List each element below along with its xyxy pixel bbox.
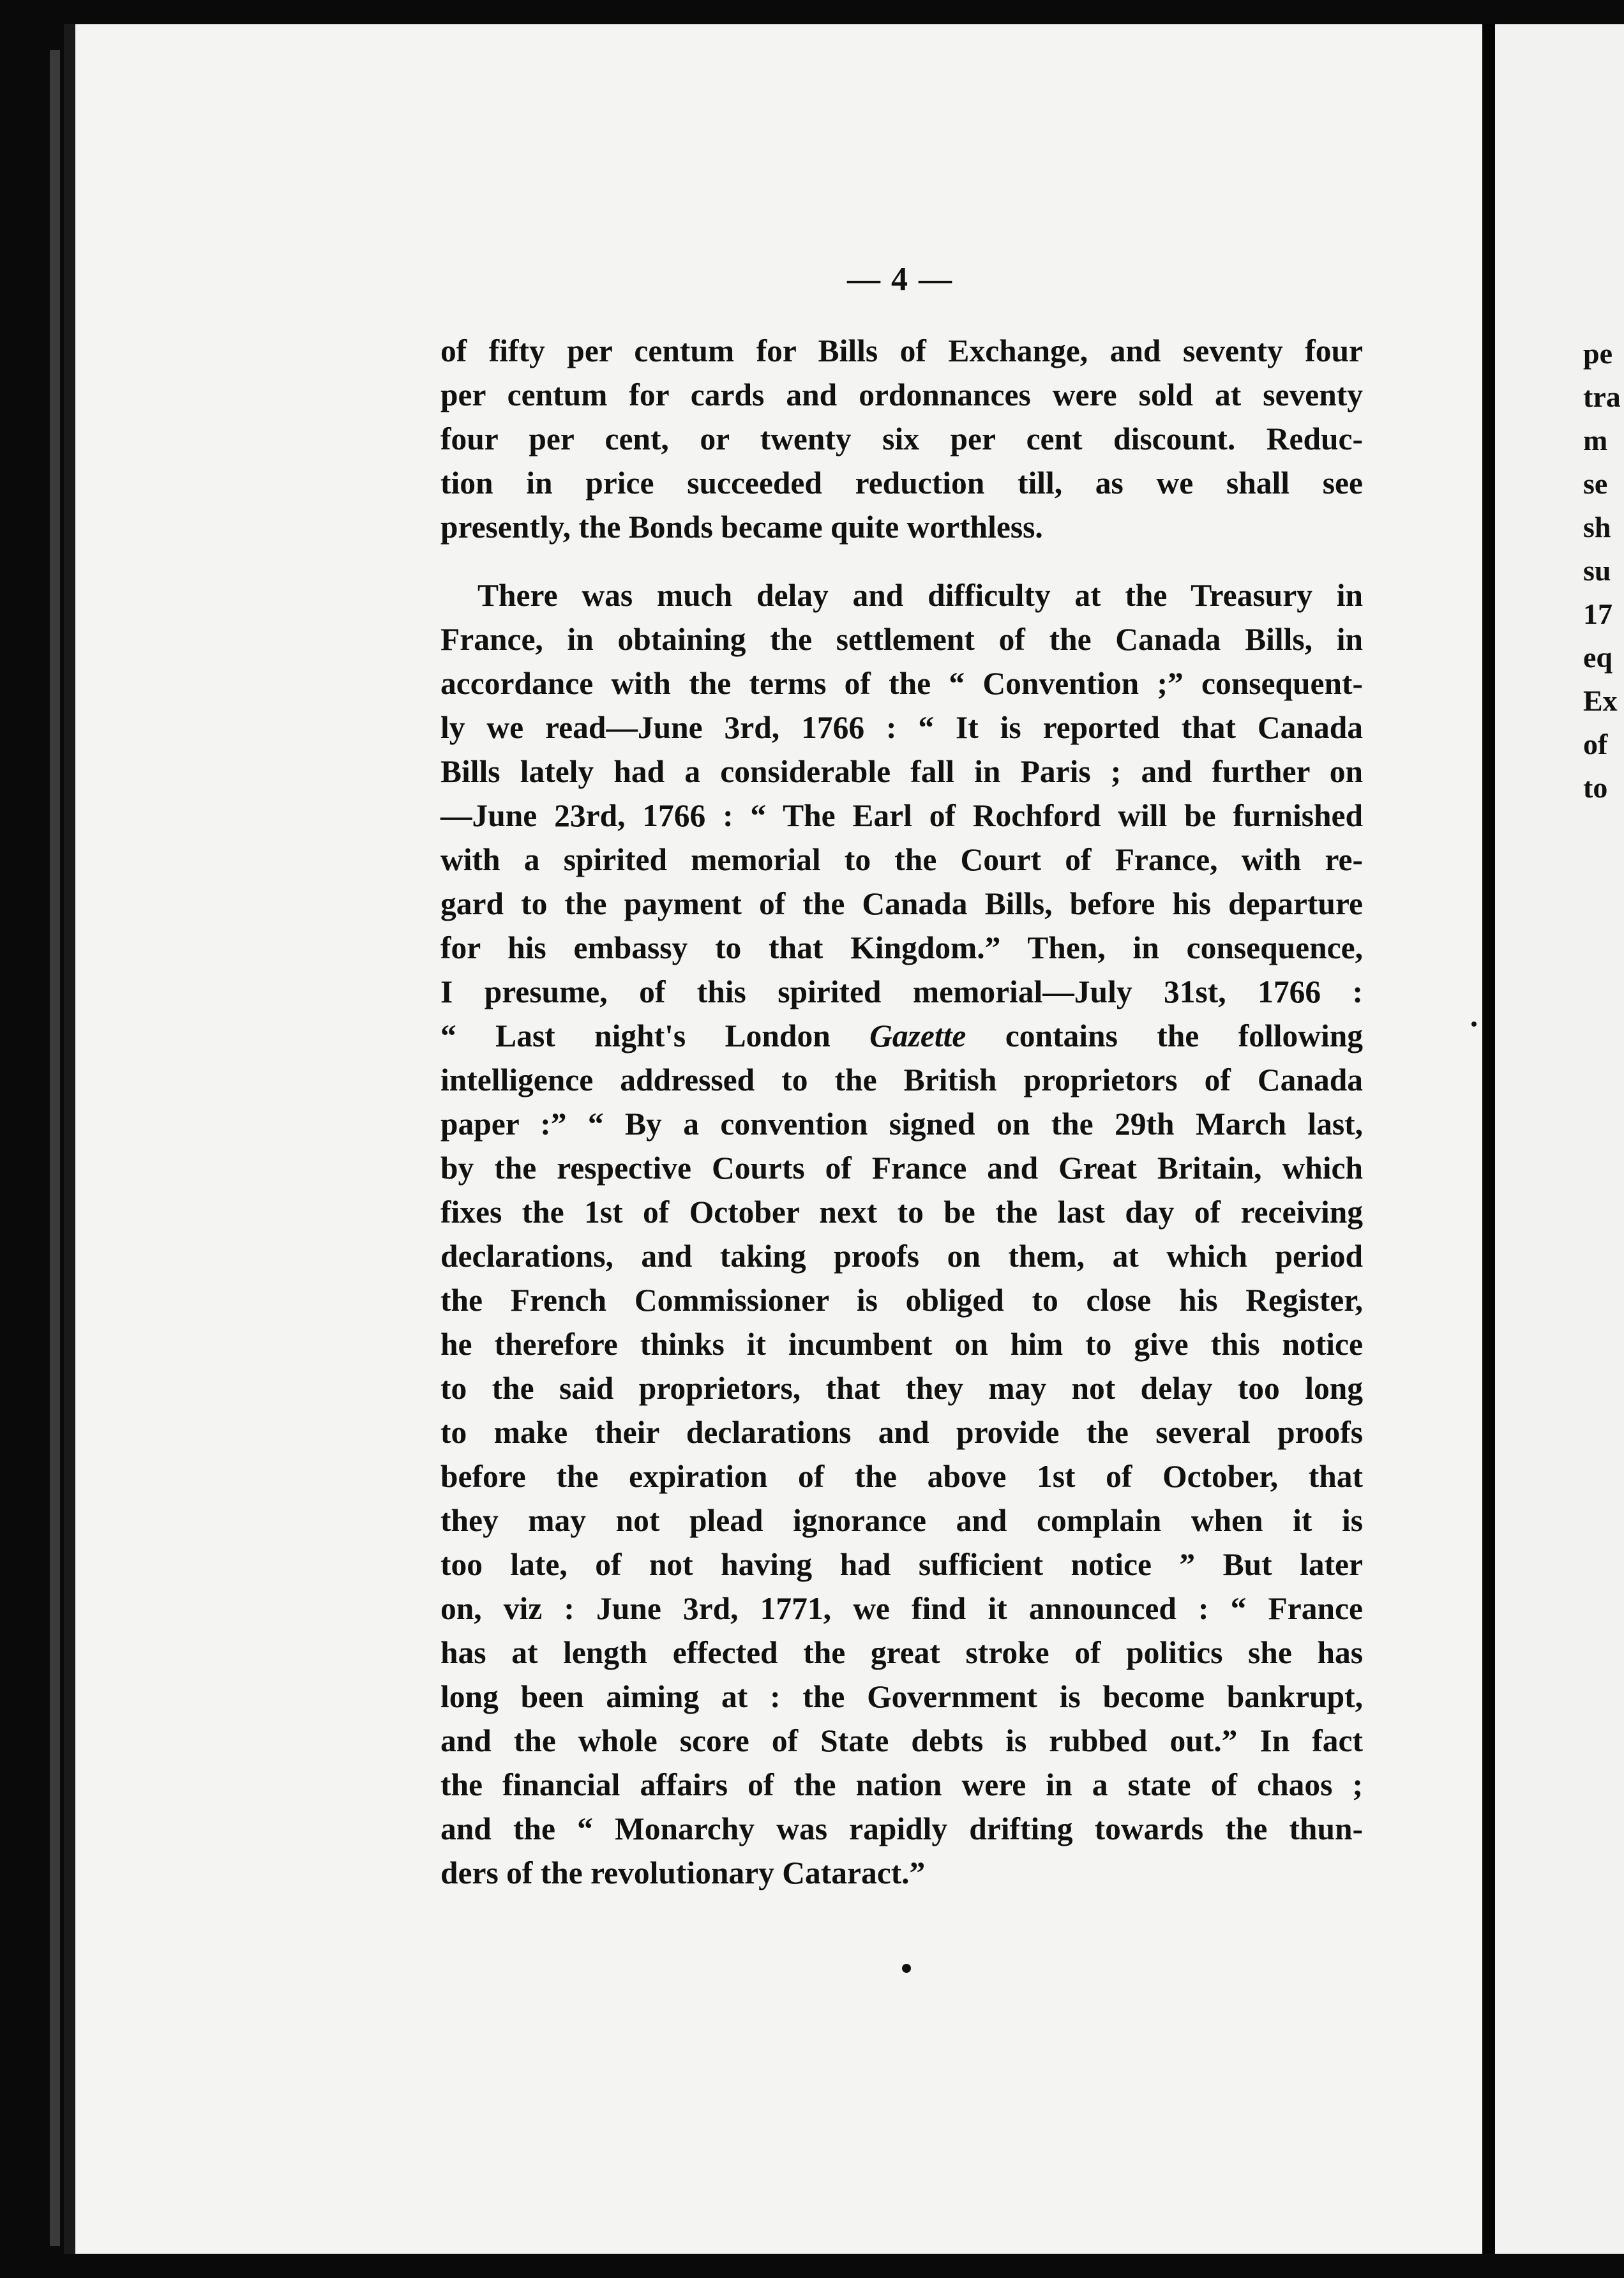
text-line: has at length effected the great stroke of politics she has [440,1635,1363,1670]
text-line: and the whole score of State debts is rubbed out.” In fact [440,1723,1363,1758]
text-line: Bills lately had a considerable fall in Paris ; and further on [440,754,1363,789]
fragment: 17 [1583,598,1613,630]
text-line: the financial affairs of the nation were in a state of chaos ; [440,1767,1363,1802]
text-line: on, viz : June 3rd, 1771, we find it announced : “ France [440,1591,1363,1626]
fragment: sh [1583,511,1611,543]
text-line: fixes the 1st of October next to be the last day of receiving [440,1195,1363,1230]
text-line: paper :” “ By a convention signed on the 29th March last, [440,1106,1363,1142]
facing-page-text-fragments [1583,332,1624,810]
text-line: per centum for cards and ordonnances were sold at seventy [440,377,1363,412]
text-line: —June 23rd, 1766 : “ The Earl of Rochford will be furnished [440,798,1363,833]
text-line: before the expiration of the above 1st of October, that [440,1459,1363,1494]
fragment: of [1583,728,1608,760]
text-line: the French Commissioner is obliged to close his Register, [440,1283,1363,1318]
text-line: and the “ Monarchy was rapidly drifting towards the thun- [440,1811,1363,1846]
ink-speck [902,1964,911,1973]
text-line: presently, the Bonds became quite worthless. [440,509,1043,545]
page-spine-shadow [50,50,60,2246]
text-line: tion in price succeeded reduction till, as we shall see [440,465,1363,501]
text-line: intelligence addressed to the British proprietors of Canada [440,1062,1363,1098]
text-line: of fifty per centum for Bills of Exchange, and seventy four [440,333,1363,368]
fragment: se [1583,467,1608,500]
page-number: — 4 — [847,261,953,298]
text-line: declarations, and taking proofs on them, at which period [440,1239,1363,1274]
book-gutter [1482,24,1495,2254]
fragment: m [1583,424,1608,456]
text-line: with a spirited memorial to the Court of France, with re- [440,842,1363,877]
text-line: “ Last night's London Gazette contains the following [440,1018,1363,1053]
text-line: to the said proprietors, that they may not delay too long [440,1371,1363,1406]
text-line: he therefore thinks it incumbent on him to give this notice [440,1327,1363,1362]
fragment: su [1583,554,1611,587]
text-line: ders of the revolutionary Cataract.” [440,1855,926,1890]
fragment: Ex [1583,684,1618,717]
text-line: too late, of not having had sufficient notice ” But later [440,1547,1363,1582]
fragment: tra [1583,381,1621,413]
fragment: eq [1583,641,1613,674]
gazette-title: Gazette [869,1018,966,1053]
text-line: long been aiming at : the Government is become bankrupt, [440,1679,1363,1714]
text-line: they may not plead ignorance and complain when it is [440,1503,1363,1538]
ink-speck [1471,1022,1477,1027]
text-line: to make their declarations and provide the several proofs [440,1415,1363,1450]
text-line: by the respective Courts of France and Great Britain, which [440,1150,1363,1186]
body-text [440,329,1363,1895]
text-line: four per cent, or twenty six per cent discount. Reduc- [440,421,1363,456]
fragment: to [1583,771,1608,804]
text-line: There was much delay and difficulty at the Treasury in [477,578,1363,613]
text-line: for his embassy to that Kingdom.” Then, in consequence, [440,930,1363,965]
text-line: gard to the payment of the Canada Bills, before his departure [440,886,1363,921]
text-line: accordance with the terms of the “ Convention ;” consequent- [440,666,1363,701]
fragment: pe [1583,337,1613,370]
paragraph-gap [440,549,1363,573]
text-line: I presume, of this spirited memorial—July 31st, 1766 : [440,974,1363,1009]
text-line: France, in obtaining the settlement of the Canada Bills, in [440,622,1363,657]
text-line: ly we read—June 3rd, 1766 : “ It is reported that Canada [440,710,1363,745]
